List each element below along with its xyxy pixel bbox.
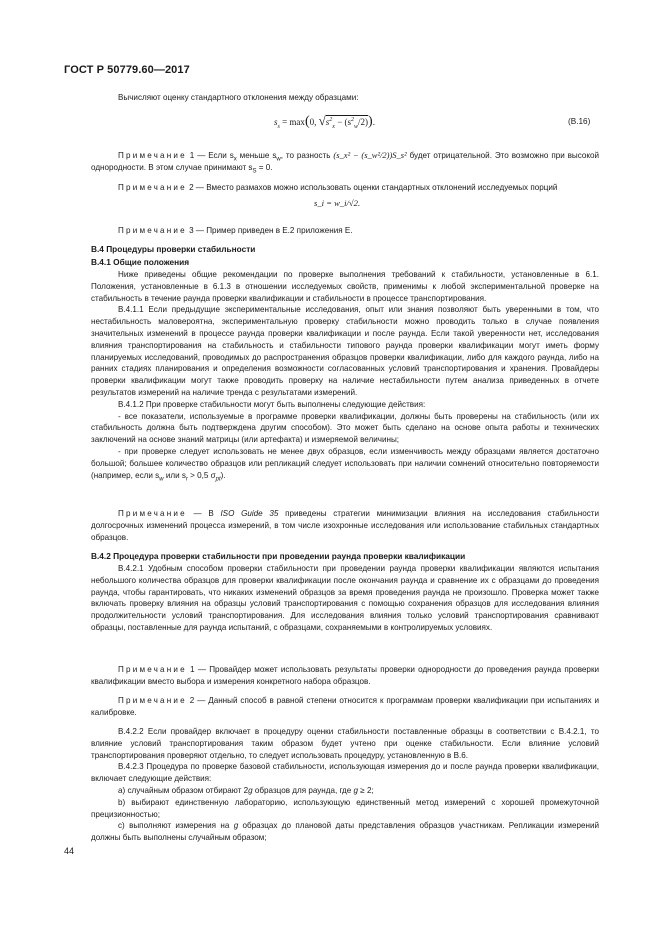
note-2-body: 2 — Вместо размахов можно использовать оценки стандартных отклонений исследуемых порций	[189, 183, 558, 192]
note-provider-text	[91, 664, 599, 688]
p5-sub-r: r	[185, 476, 188, 483]
formula-lhs: s	[274, 117, 278, 127]
note-1-line1	[91, 150, 599, 174]
formula-sw-sub: w	[354, 123, 359, 130]
formula-zero: 0,	[309, 117, 319, 127]
section-heading-b4: В.4 Процедуры проверки стабильности	[91, 244, 256, 254]
note-provider	[91, 664, 599, 688]
section-heading-b42: В.4.2 Процедура проверки стабильности при проведении раунда проверки квалификации	[91, 551, 466, 561]
note-method-body: 2 — Данный способ в равной степени относится к программам проверки квалификации при испытаниях и калибровке.	[91, 696, 599, 717]
note-method-label: Примечание	[118, 696, 187, 705]
formula-sx-sup: 2	[329, 117, 333, 123]
p9-part-b: образцов для раунда, где	[252, 785, 354, 795]
p9-g2: g	[353, 785, 359, 795]
note-3-body: 3 — Пример приведен в Е.2 приложения Е.	[189, 226, 353, 235]
section-heading-b41: В.4.1 Общие положения	[91, 257, 190, 267]
formula-sx: s	[325, 117, 330, 127]
note-1-part1: 1 — Если s	[189, 151, 234, 160]
note-method-text	[91, 695, 599, 719]
document-header: ГОСТ Р 50779.60—2017	[64, 64, 190, 76]
paragraph-b421: В.4.2.1 Удобным способом проверки стабильности при проведении раунда проверки квалификации являются испытания небольшого количества образцов для проверки квалификации после окончания раунда и сравнение их с образцами до проведения раунда, чтобы гарантировать, что никаких изменений образцов за время проведения раунда не произошло. Проверка может также включать проверку влияния на образцы условий транспортирования с помощью сохранения образцов для исследования влияния продолжительности условий транспортирования. Для исследования влияния только условий транспортирования сравнивают образцы, поставленные для раунда испытаний, с образцами, сохраняемыми в контролируемых условиях.	[91, 564, 599, 632]
list-item-a	[91, 785, 599, 797]
paragraph-b422: В.4.2.2 Если провайдер включает в процедуру оценки стабильности поставленные образцы в соответствии с В.4.2.1, то влияние условий транспортирования таким образом будет учтено при оценке стабильности. Если влияние условий транспортирования проверяют отдельно, то следует использовать процедуру, установленную в В.6.	[91, 727, 599, 760]
body-b421	[91, 563, 599, 634]
page-number: 44	[64, 846, 75, 856]
p5-sub-pt: pt	[215, 476, 221, 483]
iso-guide-reference: ISO Guide 35	[220, 509, 279, 518]
note-1-sub-S: S	[252, 168, 257, 175]
list-item-two-samples	[91, 446, 599, 481]
p9-part-c: ≥ 2;	[358, 785, 374, 795]
intro-text: Вычисляют оценку стандартного отклонения между образцами:	[118, 93, 359, 102]
p11-g: g	[233, 821, 239, 831]
note-1-label: Примечание	[118, 151, 187, 160]
note-provider-body: 1 — Провайдер может использовать результаты проверки однородности до проведения раунда проверки квалификации вместо выбора и измерения конкретного набора образцов.	[91, 665, 600, 686]
body-b422	[91, 726, 599, 844]
formula-sw-sup: 2	[351, 117, 355, 123]
p5-part-a: - при проверке следует использовать не менее двух образцов, если изменчивость между образцами является достаточно большой; большее количество образцов или репликаций следует использовать при наличии сомнений относительно повторяемости (например, если s	[91, 446, 599, 480]
p5-part-b: или s	[163, 470, 186, 480]
paragraph-b423: В.4.2.3 Процедура по проверке базовой стабильности, использующая измерения до и после раунда проверки квалификации, включает следующие действия:	[91, 762, 599, 784]
note-provider-label: Примечание	[118, 665, 187, 674]
formula-div2: /2)	[358, 117, 369, 127]
list-item-c	[91, 820, 599, 844]
formula-sx-sub: x	[332, 123, 335, 130]
formula-max: = max	[279, 117, 305, 127]
p5-part-c: > 0,5 σ	[187, 470, 216, 480]
note-iso-dash: — В	[186, 509, 221, 518]
note-iso-body: приведены стратегии минимизации влияния на исследования стабильности долгосрочных изменений процесса измерений, в том числе изохронные исследования или использование стабильных стандартных образцов.	[91, 509, 599, 542]
paragraph-b412: В.4.1.2 При проверке стабильности могут быть выполнены следующие действия:	[118, 399, 426, 409]
note-1-sub-w: w	[276, 156, 281, 163]
intro-paragraph	[91, 92, 599, 104]
p5-part-d: ).	[220, 470, 226, 480]
formula-sw: − (s	[334, 117, 352, 127]
note-1	[91, 150, 599, 174]
note-1-line2a: при высокой однородности. В этом случае принимают s	[91, 151, 600, 172]
formula-number: (B.16)	[568, 117, 591, 126]
note-2	[91, 182, 599, 194]
note-1-line2b: = 0.	[256, 162, 273, 172]
p9-g: g	[248, 785, 253, 795]
note-iso-label: Примечание	[118, 509, 187, 518]
p9-part-a: а) случайным образом отбирают 2	[118, 785, 249, 795]
p11-part-b: образцах до плановой даты представления образцов участникам. Репликации измерений должны быть выполнены случайным образом;	[91, 821, 599, 843]
note-2-formula: s_i = w_i/√2.	[314, 198, 361, 208]
note-2-text	[91, 182, 599, 194]
note-3-label: Примечание	[118, 226, 187, 235]
paragraph-general: Ниже приведены общие рекомендации по проверке выполнения требований к стабильности, установленные в 6.1. Положения, установленные в 6.1.3 в отношении исследуемых свойств, применимы к любой экспериментальной проверке на стабильность в течение раунда проверки квалификации и стабильности в процессе транспортирования.	[91, 270, 599, 303]
paragraph-b411: В.4.1.1 Если предыдущие экспериментальные исследования, опыт или знания позволяют быть уверенными в том, что нестабильность маловероятна, экспериментальную проверку стабильности можно проводить только в случае появления значительных изменений в процессе раунда проверки квалификации и после раунда. Если такой уверенности нет, исследования влияния транспортирования на стабильность и стабильности типового раунда проверки квалификации могут иметь форму планируемых исследований, проводимых до распространения образцов проверки квалификации, либо для каждого раунда, либо на ранних стадиях планирования и определения возможности согласованных условий транспортирования и хранения. Провайдеры проверки квалификации могут также проводить проверку на наличие нестабильности путем анализа приведенных в отчете результатов измерений на наличие тренда с результатами измерений.	[91, 305, 599, 397]
p11-part-a: с) выполняют измерения на	[118, 821, 234, 831]
formula-b16: $s_s = \max(0$, $√s^2_x - (s^2_w/2)$).	[274, 113, 375, 130]
note-1-expression: (s_x² − (s_w²/2))S_s²	[333, 150, 407, 160]
note-1-part4: будет отрицательной. Это возможно	[409, 151, 549, 160]
note-method	[91, 695, 599, 719]
note-2-label: Примечание	[118, 183, 187, 192]
note-3	[91, 225, 599, 237]
note-1-part2: меньше s	[236, 151, 277, 160]
formula-lhs-sub: s	[277, 123, 280, 130]
note-iso-text	[91, 508, 599, 543]
list-item-all-parameters: - все показатели, используемые в программе проверки квалификации, должны быть проверены на стабильность (или их стабильность должна быть подтверждена другим способом). Это может быть сделано на основе опыта работы и технических заключений на основе знаний матрицы (или артефакта) и измеряемой величины;	[91, 411, 599, 445]
note-3-text	[91, 225, 599, 237]
note-1-sub-x: x	[233, 156, 237, 163]
note-1-part3: , то разность	[280, 151, 331, 160]
list-item-b: b) выбирают единственную лабораторию, использующую единственный метод измерений с хорошей промежуточной прецизионностью;	[91, 797, 599, 819]
p5-sub-w: w	[159, 476, 164, 483]
note-iso-guide	[91, 508, 599, 543]
body-b41	[91, 269, 599, 481]
